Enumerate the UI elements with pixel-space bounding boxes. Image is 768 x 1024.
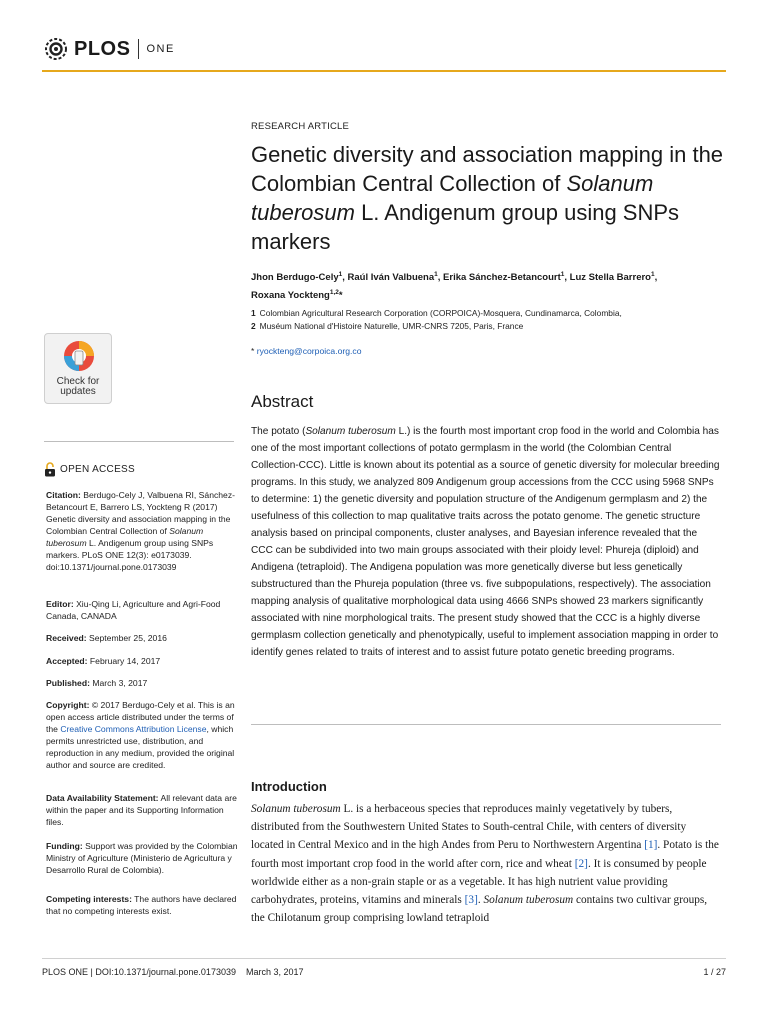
corresponding-mark: * [338,290,343,302]
citation-text-end: L. Andigenum group using SNPs markers. PLoS ONE 12(3): e0173039. doi:10.1371/journal.pone.0173039 [46,538,214,572]
plos-logo-icon [42,35,70,63]
intro-sentence: L. is a herbaceous species that reproduces mainly vegetatively by tubers, distributed from the Southwestern United States to South-central Chile, with centers of diversity located in Central Mexico and in the high Andes from Peru to Northwestern Argentina [251,803,687,852]
received-block [46,632,240,644]
citation-text: Berdugo-Cely J, Valbuena RI, Sánchez-Betancourt E, Barrero LS, Yockteng R (2017) Genetic diversity and association mapping in the Colombian Central Collection of [46,490,235,536]
intro-sentence: . Potato is the fourth most important crop food in the world after corn, rice and wheat [251,839,719,870]
received-label: Received: [46,633,87,643]
open-access-label[interactable] [44,462,135,477]
reference-link-2[interactable]: [2] [574,857,588,870]
author-affiliation-mark: 1 [560,271,565,278]
open-access-text: OPEN ACCESS [60,464,135,475]
published-date: March 3, 2017 [89,678,148,688]
plos-one-logo[interactable] [42,34,175,64]
copyright-label: Copyright: [46,700,90,710]
editor-text: Xiu-Qing Li, Agriculture and Agri-Food Canada, CANADA [46,599,221,621]
license-link[interactable]: Creative Commons Attribution License [60,724,207,734]
email-mark: * [251,346,255,356]
email-link[interactable]: ryockteng@corpoica.org.co [256,346,362,356]
accepted-label: Accepted: [46,656,88,666]
funding-block [46,840,240,876]
logo-text: PLOS [74,37,131,60]
corresponding-email [251,346,362,356]
citation-block [46,489,240,573]
left-column-rule [44,441,234,442]
affiliation-number: 1 [251,308,256,318]
author-name[interactable]: Luz Stella Barrero [569,272,651,284]
title-text-end: L. Andigenum group using SNPs markers [251,200,680,254]
intro-sentence: contains two cultivar groups, the Chilotanum group comprising lowland tetraploid [251,894,708,925]
journal-name: ONE [146,43,175,55]
data-availability-text: All relevant data are within the paper and its Supporting Information files. [46,793,237,827]
intro-sentence: . [477,894,484,907]
author-name[interactable]: Jhon Berdugo-Cely [251,272,339,284]
data-availability-block [46,792,240,828]
author-name[interactable]: Raúl Iván Valbuena [347,272,435,284]
footer-citation: PLOS ONE | DOI:10.1371/journal.pone.0173039 March 3, 2017 [42,967,304,977]
affiliation-number: 2 [251,321,256,331]
reference-link-3[interactable]: [3] [464,894,478,907]
author-affiliation-mark: 1 [434,271,438,278]
abstract-text-body: L.) is the fourth most important crop food in the world and Colombia has one of the most important collections of potato germplasm in the world (the Colombian Central Collection-CCC). Little is known about its potential as a source of genetic diversity for molecular breeding programs. In this study, we analyzed 809 Andigenum group accessions from the CCC using 5968 SNPs to determine: 1) the genetic diversity and population structure of the Andigenum germplasm and 2) the usefulness of this collection to map qualitative traits across the potato genome. The genetic structure analysis based on principal components, cluster analyses, and Bayesian inference revealed that the CCC can be subdivided into two main groups associated with their ploidy level: Phureja (diploid) and Andigena (tetraploid). The Andigena population was more genetically diverse but less genetically substructured than the Phureja population (three vs. five subpopulations, respectively). The association mapping analysis of qualitative morphological data using 4666 SNPs showed 23 markers significantly associated with nine morphological traits. The present study showed that the CCC is a highly diverse germplasm collection genetically and phenotypically, useful to implement association mapping in order to identify genes related to traits of interest and to assist future potato genetic breeding programs. [251,426,720,658]
author-list: Jhon Berdugo-Cely$^1$, Raúl Iván Valbuena$^1$, Erika Sánchez-Betancourt$^1$, Luz Stella Barrero$^1$, Roxana Yockteng$^{1,2}$* [251,271,658,302]
abstract-rule [251,724,721,725]
intro-species: Solanum tuberosum [251,803,341,815]
introduction-text [251,800,721,927]
open-lock-icon [44,462,56,477]
author-name[interactable]: Erika Sánchez-Betancourt [443,272,561,284]
accepted-block [46,655,240,667]
abstract-text [251,423,721,661]
author-name[interactable]: Roxana Yockteng [251,290,330,302]
funding-label: Funding: [46,841,83,851]
affiliation-text: Colombian Agricultural Research Corporation (CORPOICA)-Mosquera, Cundinamarca, Colombia, [259,308,622,318]
funding-text: Support was provided by the Colombian Ministry of Agriculture (Ministerio de Agricultura y Desarrollo Rural de Colombia). [46,841,238,875]
title-species: Solanum tuberosum [251,171,654,225]
editor-label: Editor: [46,599,74,609]
header-rule [42,70,726,72]
affiliation-text: Muséum National d'Histoire Naturelle, UMR-CNRS 7205, Paris, France [259,321,524,331]
author-affiliation-mark: 1 [650,271,655,278]
citation-label: Citation: [46,490,81,500]
author-affiliation-mark: 1 [338,271,343,278]
citation-species: Solanum tuberosum [46,526,204,548]
check-for-updates-label: Check for updates [56,376,100,397]
published-block [46,677,240,689]
logo-separator [138,39,139,59]
article-type: RESEARCH ARTICLE [251,121,350,132]
published-label: Published: [46,678,90,688]
abstract-heading: Abstract [251,392,314,411]
affiliation-item [251,307,721,320]
abstract-text-start: The potato ( [251,426,306,437]
copyright-text-end: , which permits unrestricted use, distribution, and reproduction in any medium, provided the original author and source are credited. [46,724,235,770]
article-title [251,140,731,256]
intro-sentence: . It is consumed by people worldwide either as a non-grain staple or as a vegetable. It has high nutrient value providing carbohydrates, proteins, vitamins and minerals [251,857,707,907]
competing-interests-text: The authors have declared that no competing interests exist. [46,894,237,916]
title-text: Genetic diversity and association mapping in the Colombian Central Collection of [251,142,724,196]
editor-block [46,598,240,622]
crossmark-icon [62,339,96,373]
affiliation-item [251,320,721,333]
reference-link-1[interactable]: [1] [644,839,658,852]
introduction-heading: Introduction [251,779,327,794]
page-number: 1 / 27 [703,967,726,977]
copyright-text: © 2017 Berdugo-Cely et al. This is an open access article distributed under the terms of the [46,700,235,734]
received-date: September 25, 2016 [86,633,167,643]
affiliations [251,307,721,333]
intro-species: Solanum tuberosum [483,894,574,907]
data-availability-label: Data Availability Statement: [46,793,159,803]
accepted-date: February 14, 2017 [87,656,161,666]
footer-rule [42,958,726,959]
competing-interests-label: Competing interests: [46,894,132,904]
abstract-species: Solanum tuberosum [305,426,396,437]
competing-interests-block [46,893,240,917]
copyright-block [46,699,240,771]
check-for-updates-badge[interactable] [44,333,112,404]
author-affiliation-mark: 1,2 [329,289,339,297]
